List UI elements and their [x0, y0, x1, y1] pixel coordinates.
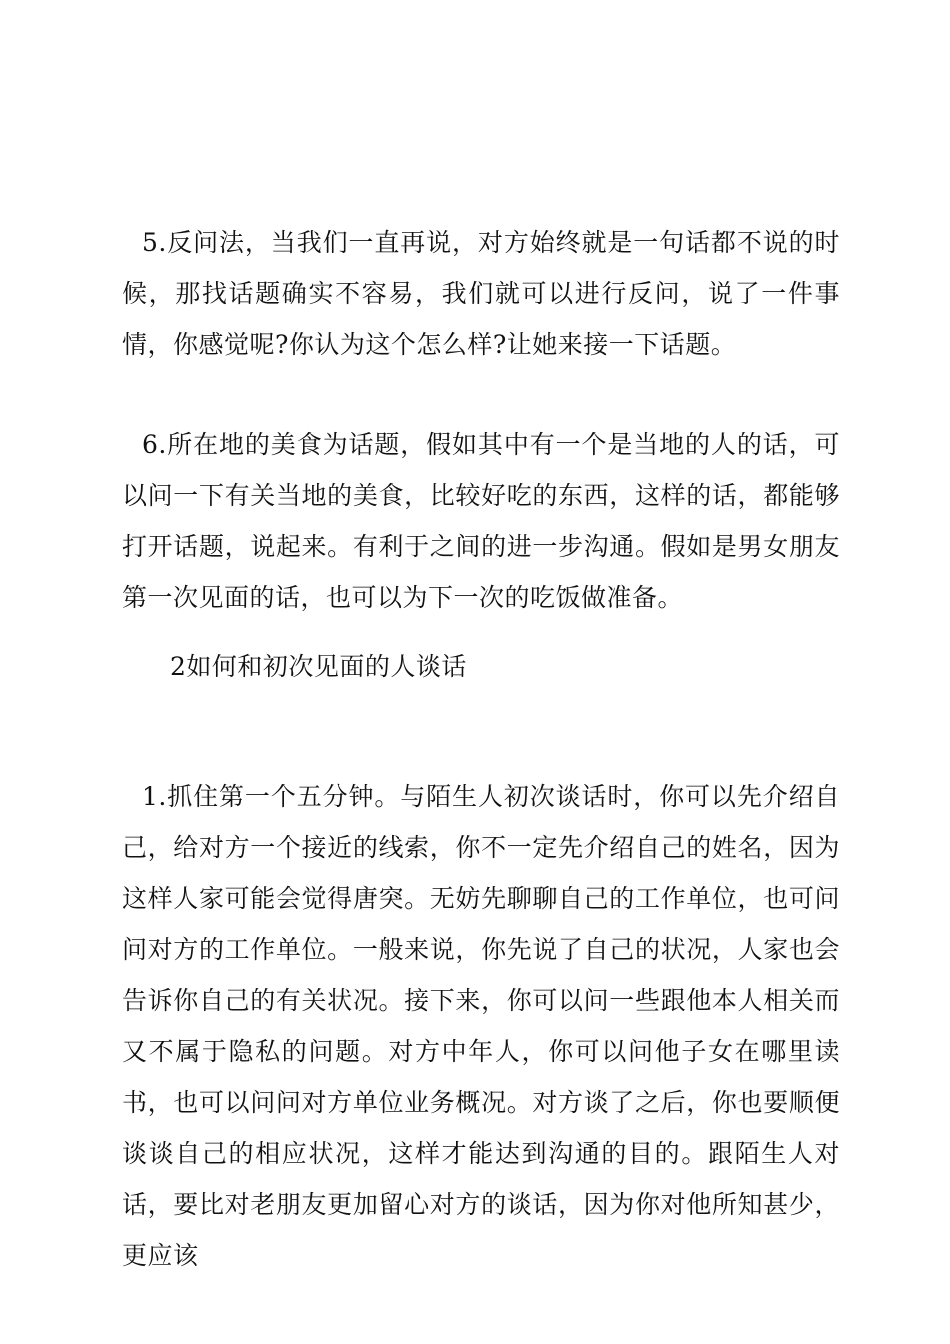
- paragraph-5-rhetorical-question: 5.反问法，当我们一直再说，对方始终就是一句话都不说的时候，那找话题确实不容易，我们就可以进行反问，说了一件事情，你感觉呢?你认为这个怎么样?让她来接一下话题。: [122, 228, 840, 359]
- section-heading: 2如何和初次见面的人谈话: [170, 652, 467, 681]
- paragraph-1-first-five-minutes: 1.抓住第一个五分钟。与陌生人初次谈话时，你可以先介绍自己，给对方一个接近的线索，你不一定先介绍自己的姓名，因为这样人家可能会觉得唐突。无妨先聊聊自己的工作单位，也可问问对方的工作单位。一般来说，你先说了自己的状况，人家也会告诉你自己的有关状况。接下来，你可以问一些跟他本人相关而又不属于隐私的问题。对方中年人，你可以问他子女在哪里读书，也可以问问对方单位业务概况。对方谈了之后，你也要顺便谈谈自己的相应状况，这样才能达到沟通的目的。跟陌生人对话，要比对老朋友更加留心对方的谈话，因为你对他所知甚少，更应该: [122, 782, 840, 1270]
- paragraph-6-local-food: 6.所在地的美食为话题，假如其中有一个是当地的人的话，可以问一下有关当地的美食，比较好吃的东西，这样的话，都能够打开话题，说起来。有利于之间的进一步沟通。假如是男女朋友第一次见面的话，也可以为下一次的吃饭做准备。: [122, 430, 840, 612]
